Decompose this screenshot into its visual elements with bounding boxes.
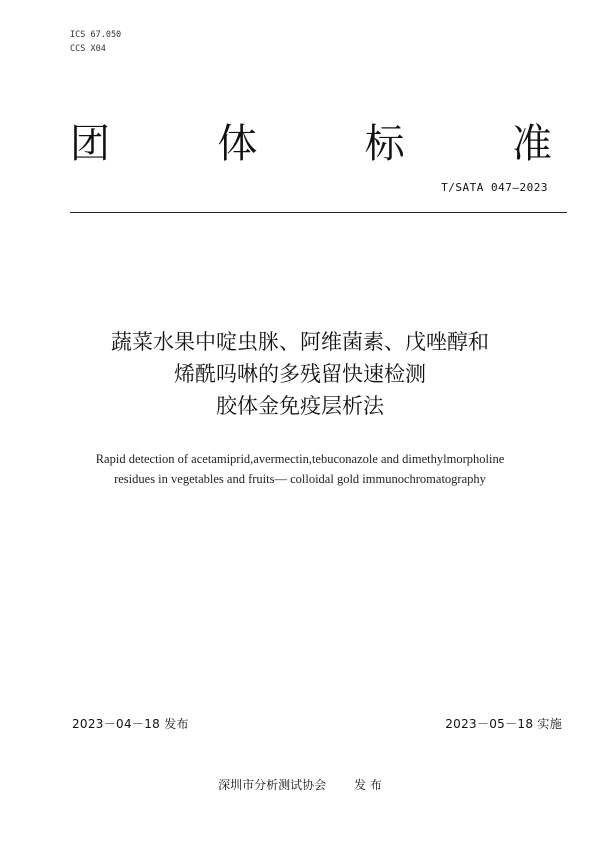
header-divider [70, 212, 567, 213]
english-title-line: Rapid detection of acetamiprid,avermectin,tebuconazole and dimethylmorpholine [95, 452, 505, 466]
publisher-name: 深圳市分析测试协会 [218, 778, 327, 792]
ccs-code: CCS X04 [70, 44, 106, 54]
chinese-title-line: 烯酰吗啉的多残留快速检测 [174, 362, 426, 386]
english-title [40, 449, 560, 489]
english-title-line: residues in vegetables and fruits— colloidal gold immunochromatography [114, 472, 486, 486]
publisher-line [0, 776, 600, 793]
chinese-title-line: 胶体金免疫层析法 [216, 394, 384, 418]
publish-action: 发 布 [354, 778, 382, 792]
standard-number: T/SATA 047—2023 [441, 181, 548, 194]
chinese-title-line: 蔬菜水果中啶虫脒、阿维菌素、戊唑醇和 [111, 330, 489, 354]
classification-codes [70, 28, 121, 56]
chinese-title [40, 326, 560, 422]
heading-char: 团 [70, 121, 110, 167]
implementation-date: 2023－05－18 实施 [445, 717, 562, 731]
heading-char: 准 [511, 121, 552, 167]
issue-date: 2023－04－18 发布 [72, 717, 189, 731]
heading-char: 标 [364, 121, 405, 167]
standard-type-heading [70, 118, 552, 170]
heading-char: 体 [217, 121, 258, 167]
ics-code: ICS 67.050 [70, 30, 122, 40]
